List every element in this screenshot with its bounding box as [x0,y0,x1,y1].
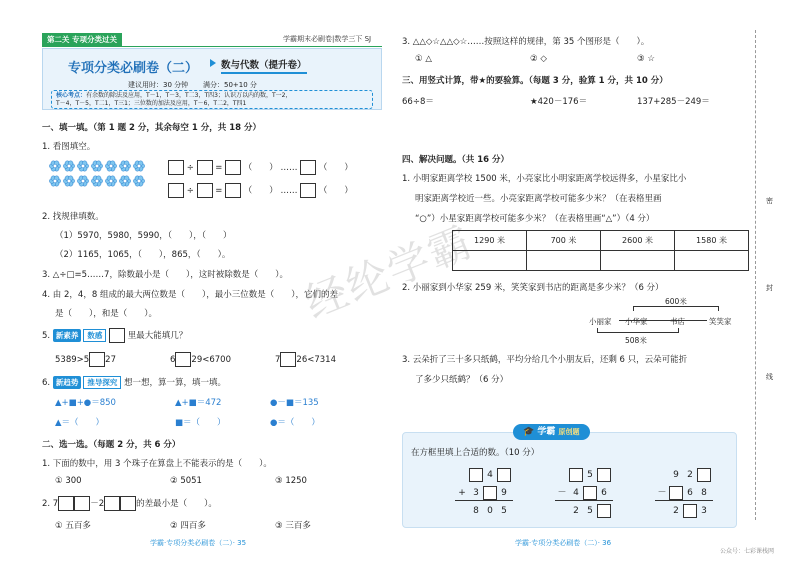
digit-box [120,496,136,511]
sub-distance-label: 508米 [625,336,647,345]
core-line-2: T－4，T－5，T二1，T三1；三位数的加法及应用，T－6，T二2，T四1 [56,100,247,107]
q6-eq-2: ▲+■＝472 [175,398,222,408]
q2-text: 2. 找规律填数。 [42,212,104,222]
flower-icon [49,176,60,186]
digit-box[interactable] [569,468,583,482]
dividend-box[interactable] [168,160,184,175]
section-4-title: 四、解决问题。（共 16 分） [402,155,509,165]
vertical-calc-1: 4 + 3 9 8 0 5 [455,468,513,518]
digit-box [74,496,90,511]
digit-box[interactable] [497,468,511,482]
title-panel [42,48,382,110]
new-trend-tag: 新趋势 [53,376,82,389]
place-1: 小丽家 [589,317,612,326]
q5-header: 5. 新素养 数感 里最大能填几？ [42,328,187,343]
footer-right: 学霸·专项分类必刷卷（二）· 36 [515,539,612,547]
divisor-box[interactable] [197,160,213,175]
flower-icon [105,161,116,171]
dividend-box[interactable] [168,183,184,198]
flower-icon [63,176,74,186]
core-lead: 核心考点： [56,92,87,99]
flower-icon [91,176,102,186]
core-points [51,90,373,109]
division-row-2: ÷ = （ ） …… （ ） [168,183,353,198]
flower-icon [77,176,88,186]
p1-line-2: 明家距离学校近一些。小亮家距离学校可能多少米？（在表格里画 [415,194,662,204]
flower-icon [63,161,74,171]
calc-2: ★420－176＝ [530,97,588,107]
digit-box [58,496,74,511]
flower-pictogram [48,158,146,190]
q6-ans-1: ▲＝（ ） [55,418,105,428]
c2-option-1[interactable]: ① 五百多 [55,521,91,531]
c1-option-2[interactable]: ② 5051 [170,476,202,486]
place-3: 书店 [670,317,685,326]
digit-box [104,496,120,511]
table-cell: 700 米 [527,231,601,251]
flower-icon [133,161,144,171]
bonus-sub: 原创题 [558,428,580,436]
answer-cell[interactable] [601,251,675,271]
graduation-cap-icon: 🎓 [523,427,535,437]
digit-box[interactable] [280,352,296,367]
chapter-banner: 第二关 专项分类过关 [42,33,122,46]
answer-cell[interactable] [675,251,749,271]
calc-3: 137+285－249＝ [637,97,710,107]
q6-ans-2: ■＝（ ） [175,418,226,428]
q2a-text: （1）5970，5980，5990，（ ），（ ） [55,231,232,241]
c1-option-3[interactable]: ③ 1250 [275,476,307,486]
c1-text: 1. 下面的数中，用 3 个珠子在算盘上不能表示的是（ ）。 [42,459,272,469]
c1-option-1[interactable]: ① 300 [55,476,82,486]
digit-box[interactable] [583,486,597,500]
p1-line-3: “○”）小星家距离学校可能多少米？（在表格里画“△”）（4 分） [415,214,655,224]
q2b-text: （2）1165，1065，（ ），865，（ ）。 [55,250,231,260]
digit-box[interactable] [483,486,497,500]
flower-icon [119,161,130,171]
c2-option-2[interactable]: ② 四百多 [170,521,206,531]
section-2-title: 二、选一选。（每题 2 分，共 6 分） [42,440,181,450]
q5-item-3: 7 26<7314 [275,352,336,367]
q3-text: 3. △÷□=5……7，除数最小是（ ），这时被除数是（ ）。 [42,270,288,280]
bonus-badge [513,424,590,440]
bonus-question: 在方框里填上合适的数。（10 分） [411,448,540,458]
side-char-2: 封 [766,284,773,292]
side-char-3: 线 [766,373,773,381]
place-4: 笑笑家 [709,317,732,326]
distance-table [452,230,749,271]
q4a-text: 4. 由 2，4，8 组成的最大两位数是（ ），最小三位数是（ ），它们的差 [42,290,338,300]
total-brace [633,306,719,311]
route-diagram [585,296,745,346]
sub-brace [597,328,679,333]
q6-eq-3: ●－■＝135 [270,398,319,408]
subject-label: 数与代数（提升卷） [221,57,307,74]
digit-box[interactable] [683,504,697,518]
digit-box[interactable] [597,468,611,482]
division-row-1: ÷ = （ ） …… （ ） [168,160,353,175]
q1-text: 1. 看图填空。 [42,142,96,152]
c2-option-3[interactable]: ③ 三百多 [275,521,311,531]
digit-box[interactable] [697,468,711,482]
vertical-calc-2: 5 － 4 6 2 5 [555,468,613,518]
score-label: 满分：50+10 分 [203,81,257,89]
p1-line-1: 1. 小明家距离学校 1500 米，小亮家比小明家距离学校远得多，小星家比小 [402,174,687,184]
table-cell: 1290 米 [453,231,527,251]
calc-1: 66÷8＝ [402,97,434,107]
p2-text: 2. 小丽家到小华家 259 米，笑笑家到书店的距离是多少米？（6 分） [402,283,664,293]
digit-box[interactable] [175,352,191,367]
quotient-box[interactable] [225,183,241,198]
number-sense-tag: 数感 [83,329,106,342]
series-label: 学霸期末必刷卷|数学三下 SJ [283,35,372,43]
flower-icon [133,176,144,186]
total-distance-label: 600米 [665,297,687,306]
remainder-box[interactable] [300,183,316,198]
time-label: 建议用时：30 分钟 [128,81,189,89]
flower-icon [49,161,60,171]
digit-box[interactable] [469,468,483,482]
digit-box[interactable] [597,504,611,518]
q6-eq-1: ▲+■+●＝850 [55,398,116,408]
corner-watermark: 公众号：七彩课栈网 [720,548,775,555]
header-rule [42,46,382,47]
q6-header: 6. 新趋势 推导探究 想一想，算一算，填一填。 [42,378,227,388]
quotient-box[interactable] [225,160,241,175]
flower-icon [77,161,88,171]
binding-line [755,30,756,520]
digit-box[interactable] [669,486,683,500]
footer-left: 学霸·专项分类必刷卷（二）· 35 [150,539,247,547]
vertical-calc-3: 9 2 － 6 8 2 3 [655,468,713,518]
p3-line-2: 了多少只纸鹤？（6 分） [415,375,509,385]
answer-cell[interactable] [453,251,527,271]
stamp-watermark: 经纶学霸 [298,216,480,329]
flower-icon [119,176,130,186]
place-2: 小华家 [625,317,648,326]
play-icon [210,59,216,67]
answer-cell[interactable] [527,251,601,271]
side-char-1: 密 [766,197,773,205]
c3-option-3[interactable]: ③ ☆ [637,54,655,64]
c2-text: 2. 7 －2 的差最小是（ ）。 [42,496,217,511]
bonus-logo: 学霸 [537,427,556,437]
blank-box [109,328,125,343]
page-title: 专项分类必刷卷（二） [68,61,199,76]
new-literacy-tag: 新素养 [53,329,82,342]
flower-icon [105,176,116,186]
divisor-box[interactable] [197,183,213,198]
table-cell: 1580 米 [675,231,749,251]
q5-item-2: 6 29<6700 [170,352,231,367]
flower-icon [91,161,102,171]
q5-item-1: 5389>5 27 [55,352,116,367]
core-line-1: 有余数的除法及应用，T－1，T－3，T二3，T四3；认识万以内的数，T一2， [86,92,292,99]
q4b-text: 是（ ），和是（ ）。 [55,309,158,319]
remainder-box[interactable] [300,160,316,175]
p3-line-1: 3. 云朵折了三十多只纸鹤，平均分给几个小朋友后，还剩 6 只，云朵可能折 [402,355,688,365]
c3-option-1[interactable]: ① △ [415,54,432,64]
table-cell: 2600 米 [601,231,675,251]
inquiry-tag: 推导探究 [83,376,121,389]
section-1-title: 一、填一填。（第 1 题 2 分，其余每空 1 分，共 18 分） [42,123,261,133]
section-3-title: 三、用竖式计算，带★的要验算。（每题 3 分，验算 1 分，共 10 分） [402,76,668,86]
c3-text: 3. △△◇☆△△◇☆……按照这样的规律，第 35 个图形是（ ）。 [402,37,650,47]
c3-option-2[interactable]: ② ◇ [530,54,547,64]
q6-ans-3: ●＝（ ） [270,418,320,428]
digit-box[interactable] [89,352,105,367]
